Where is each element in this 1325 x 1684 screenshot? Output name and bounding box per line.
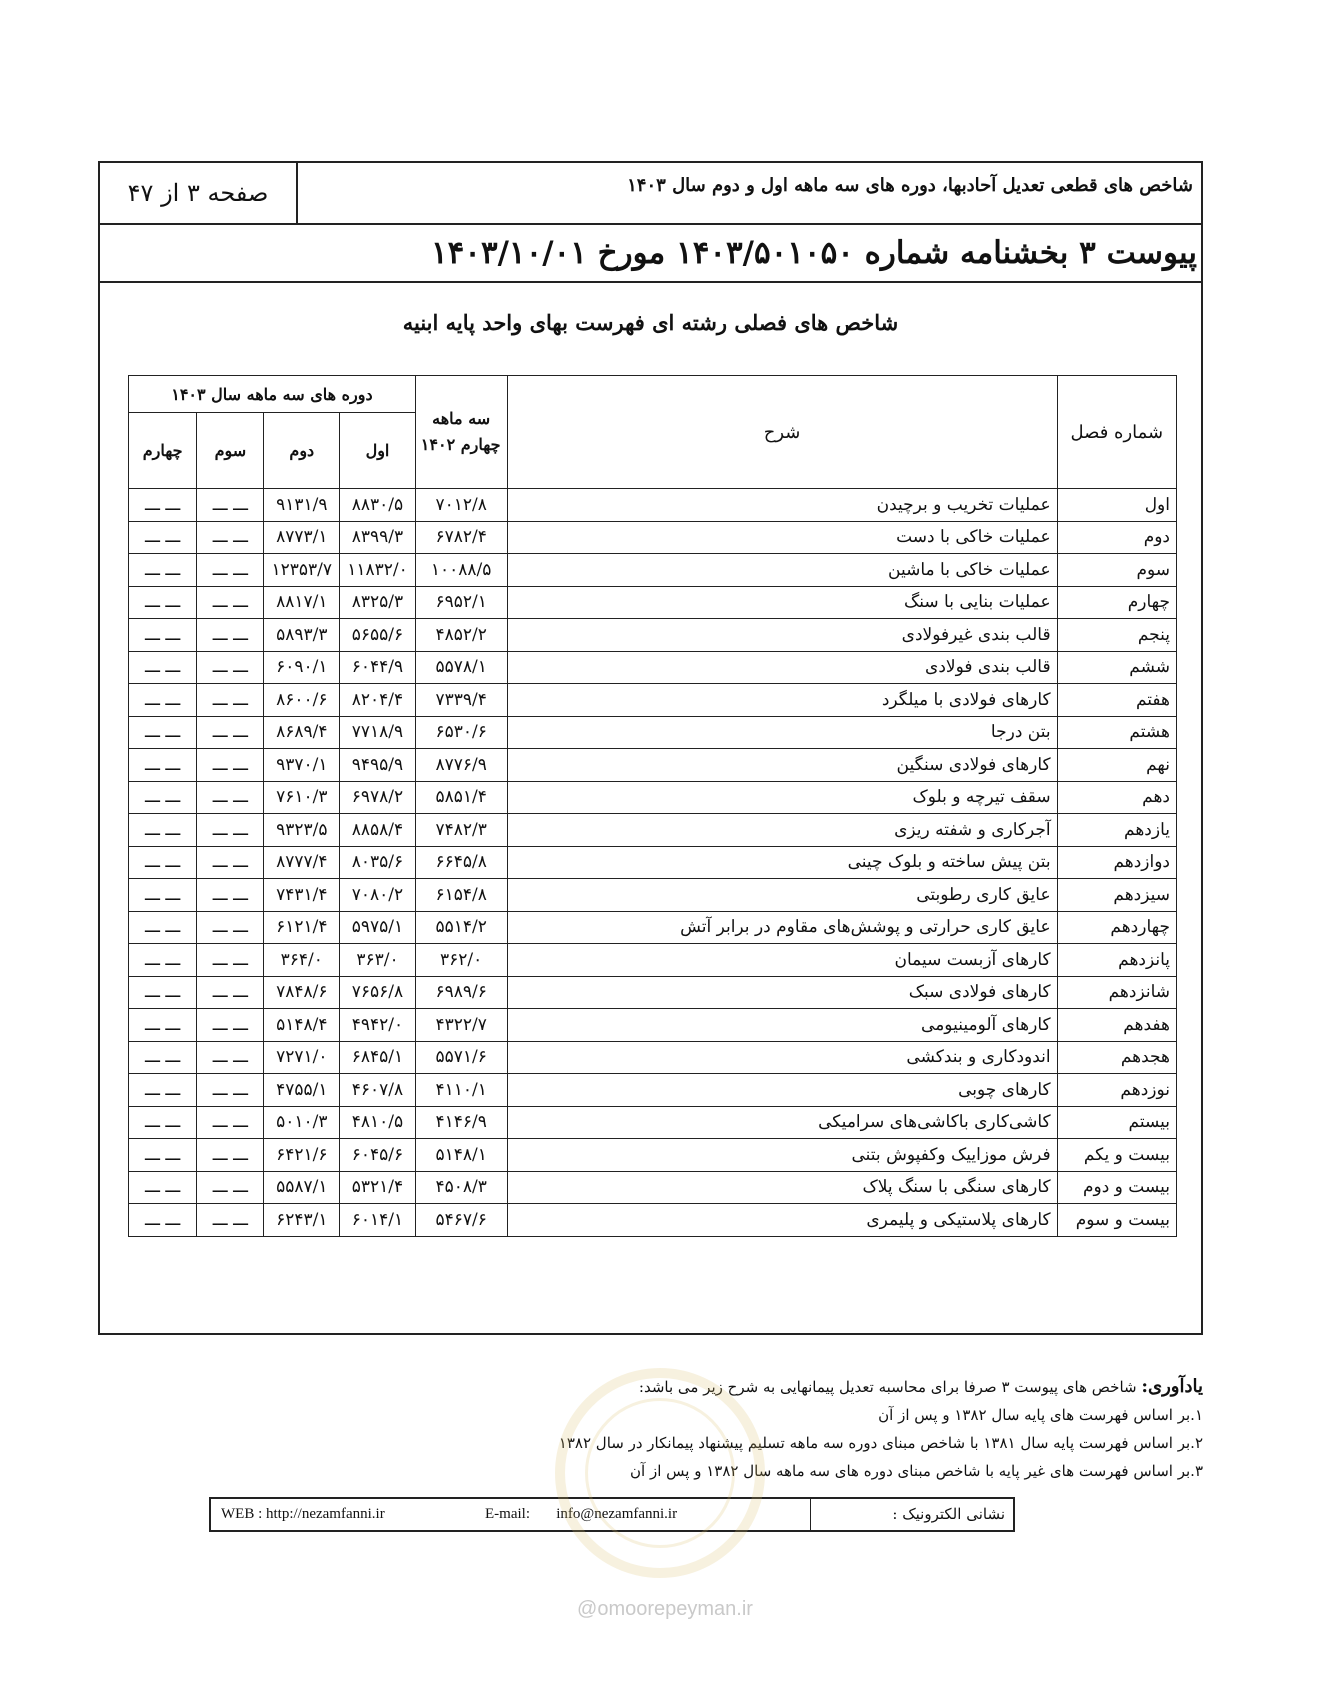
cell-q3-1403: ـــ ـــ: [197, 781, 264, 814]
table-row: [129, 911, 1177, 944]
cell-q1-1403: ۸۳۹۹/۳: [340, 521, 416, 554]
cell-q4-1403: ـــ ـــ: [129, 781, 197, 814]
table-row: [129, 1139, 1177, 1172]
cell-q2-1403: ۵۱۴۸/۴: [264, 1009, 340, 1042]
cell-q4-1402: ۵۵۱۴/۲: [415, 911, 507, 944]
cell-description: کارهای پلاستیکی و پلیمری: [507, 1204, 1057, 1237]
cell-description: سقف تیرچه و بلوک: [507, 781, 1057, 814]
cell-q1-1403: ۸۸۵۸/۴: [340, 814, 416, 847]
cell-chapter: هجدهم: [1057, 1041, 1176, 1074]
table-row: [129, 944, 1177, 977]
document-frame: [98, 161, 1203, 1335]
index-table: [128, 375, 1177, 1237]
cell-q1-1403: ۴۶۰۷/۸: [340, 1074, 416, 1107]
cell-q2-1403: ۸۶۰۰/۶: [264, 684, 340, 717]
cell-q1-1403: ۶۹۷۸/۲: [340, 781, 416, 814]
cell-q3-1403: ـــ ـــ: [197, 554, 264, 587]
email-link[interactable]: [485, 1499, 677, 1530]
cell-q3-1403: ـــ ـــ: [197, 1139, 264, 1172]
table-row: [129, 781, 1177, 814]
cell-q4-1402: ۴۱۱۰/۱: [415, 1074, 507, 1107]
cell-q2-1403: ۵۰۱۰/۳: [264, 1106, 340, 1139]
header-q1-1403: اول: [340, 413, 416, 489]
cell-q1-1403: ۶۰۴۴/۹: [340, 651, 416, 684]
table-row: [129, 586, 1177, 619]
table-row: [129, 1204, 1177, 1237]
cell-q4-1403: ـــ ـــ: [129, 1074, 197, 1107]
cell-q4-1402: ۴۱۴۶/۹: [415, 1106, 507, 1139]
cell-chapter: یازدهم: [1057, 814, 1176, 847]
cell-q4-1403: ـــ ـــ: [129, 879, 197, 912]
table-body: [129, 489, 1177, 1237]
cell-chapter: شانزدهم: [1057, 976, 1176, 1009]
cell-q4-1403: ـــ ـــ: [129, 814, 197, 847]
table-row: [129, 521, 1177, 554]
cell-q2-1403: ۷۲۷۱/۰: [264, 1041, 340, 1074]
cell-chapter: اول: [1057, 489, 1176, 522]
cell-q3-1403: ـــ ـــ: [197, 1106, 264, 1139]
cell-q4-1403: ـــ ـــ: [129, 911, 197, 944]
cell-description: قالب بندی غیرفولادی: [507, 619, 1057, 652]
cell-description: کارهای آلومینیومی: [507, 1009, 1057, 1042]
table-row: [129, 846, 1177, 879]
cell-q2-1403: ۹۳۷۰/۱: [264, 749, 340, 782]
table-row: [129, 814, 1177, 847]
cell-description: عملیات خاکی با ماشین: [507, 554, 1057, 587]
cell-q2-1403: ۹۱۳۱/۹: [264, 489, 340, 522]
cell-chapter: بیست و یکم: [1057, 1139, 1176, 1172]
table-row: [129, 684, 1177, 717]
cell-q4-1403: ـــ ـــ: [129, 619, 197, 652]
cell-q2-1403: ۸۷۷۳/۱: [264, 521, 340, 554]
cell-q4-1402: ۸۷۷۶/۹: [415, 749, 507, 782]
table-row: [129, 1074, 1177, 1107]
table-subtitle: شاخص های فصلی رشته ای فهرست بهای واحد پایه ابنیه: [402, 310, 899, 335]
cell-q4-1403: ـــ ـــ: [129, 716, 197, 749]
footnote: [203, 1373, 1203, 1485]
cell-q2-1403: ۴۷۵۵/۱: [264, 1074, 340, 1107]
cell-q1-1403: ۶۰۱۴/۱: [340, 1204, 416, 1237]
cell-chapter: نهم: [1057, 749, 1176, 782]
watermark-text: @omoorepeyman.ir: [577, 1598, 753, 1620]
page-number: صفحه ۳ از ۴۷: [100, 163, 298, 223]
table-row: [129, 749, 1177, 782]
cell-description: کاشی‌کاری باکاشی‌های سرامیکی: [507, 1106, 1057, 1139]
cell-q4-1402: ۴۳۲۲/۷: [415, 1009, 507, 1042]
footnote-item: ۲.بر اساس فهرست پایه سال ۱۳۸۱ با شاخص مبنای دوره سه ماهه تسلیم پیشنهاد پیمانکار در سال ۱۳۸۲: [558, 1434, 1203, 1452]
cell-q4-1403: ـــ ـــ: [129, 1009, 197, 1042]
cell-q1-1403: ۷۶۵۶/۸: [340, 976, 416, 1009]
cell-description: کارهای چوبی: [507, 1074, 1057, 1107]
cell-q3-1403: ـــ ـــ: [197, 716, 264, 749]
contact-label: نشانی الکترونیک :: [810, 1499, 1013, 1530]
table-row: [129, 1041, 1177, 1074]
cell-description: آجرکاری و شفته ریزی: [507, 814, 1057, 847]
table-row: [129, 1171, 1177, 1204]
table-row: [129, 554, 1177, 587]
cell-q1-1403: ۹۴۹۵/۹: [340, 749, 416, 782]
cell-description: عملیات بنایی با سنگ: [507, 586, 1057, 619]
header-q4-1402: [415, 376, 507, 489]
cell-q4-1402: ۱۰۰۸۸/۵: [415, 554, 507, 587]
cell-description: عملیات خاکی با دست: [507, 521, 1057, 554]
cell-chapter: بیستم: [1057, 1106, 1176, 1139]
cell-q4-1402: ۳۶۲/۰: [415, 944, 507, 977]
cell-q4-1403: ـــ ـــ: [129, 749, 197, 782]
cell-q4-1402: ۷۴۸۲/۳: [415, 814, 507, 847]
cell-description: قالب بندی فولادی: [507, 651, 1057, 684]
cell-chapter: سوم: [1057, 554, 1176, 587]
cell-q4-1403: ـــ ـــ: [129, 554, 197, 587]
cell-q3-1403: ـــ ـــ: [197, 489, 264, 522]
cell-description: عایق کاری رطوبتی: [507, 879, 1057, 912]
header-q3-1403: سوم: [197, 413, 264, 489]
header-q4-1402-line1: سه ماهه: [432, 409, 491, 428]
cell-q1-1403: ۷۰۸۰/۲: [340, 879, 416, 912]
cell-chapter: دوم: [1057, 521, 1176, 554]
cell-description: عایق کاری حرارتی و پوشش‌های مقاوم در برابر آتش: [507, 911, 1057, 944]
cell-chapter: بیست و دوم: [1057, 1171, 1176, 1204]
cell-q2-1403: ۹۳۲۳/۵: [264, 814, 340, 847]
cell-chapter: هشتم: [1057, 716, 1176, 749]
cell-q2-1403: ۶۱۲۱/۴: [264, 911, 340, 944]
cell-q4-1402: ۵۵۷۱/۶: [415, 1041, 507, 1074]
header-row: [100, 163, 1201, 225]
cell-q4-1402: ۶۱۵۴/۸: [415, 879, 507, 912]
cell-chapter: بیست و سوم: [1057, 1204, 1176, 1237]
annex-row: [100, 225, 1201, 283]
cell-q3-1403: ـــ ـــ: [197, 749, 264, 782]
table-row: [129, 716, 1177, 749]
cell-q2-1403: ۷۶۱۰/۳: [264, 781, 340, 814]
table-row: [129, 651, 1177, 684]
cell-q2-1403: ۷۸۴۸/۶: [264, 976, 340, 1009]
cell-q4-1402: ۶۵۳۰/۶: [415, 716, 507, 749]
cell-q1-1403: ۱۱۸۳۲/۰: [340, 554, 416, 587]
header-chapter: شماره فصل: [1057, 376, 1176, 489]
cell-q4-1402: ۶۷۸۲/۴: [415, 521, 507, 554]
header-q4-1403: چهارم: [129, 413, 197, 489]
cell-chapter: سیزدهم: [1057, 879, 1176, 912]
cell-q4-1403: ـــ ـــ: [129, 1139, 197, 1172]
cell-q4-1402: ۵۵۷۸/۱: [415, 651, 507, 684]
header-q4-1402-line2: چهارم ۱۴۰۲: [420, 435, 501, 454]
cell-q4-1402: ۶۶۴۵/۸: [415, 846, 507, 879]
web-link[interactable]: WEB : http://nezamfanni.ir: [221, 1506, 385, 1522]
footnote-text: شاخص های پیوست ۳ صرفا برای محاسبه تعدیل پیمانهایی به شرح زیر می باشد:: [638, 1378, 1137, 1396]
cell-q1-1403: ۳۶۳/۰: [340, 944, 416, 977]
cell-q4-1402: ۵۴۶۷/۶: [415, 1204, 507, 1237]
cell-q3-1403: ـــ ـــ: [197, 619, 264, 652]
email-label: E-mail:: [485, 1506, 530, 1522]
cell-q4-1403: ـــ ـــ: [129, 1041, 197, 1074]
cell-q4-1403: ـــ ـــ: [129, 521, 197, 554]
cell-q1-1403: ۵۶۵۵/۶: [340, 619, 416, 652]
cell-description: کارهای فولادی سنگین: [507, 749, 1057, 782]
cell-description: بتن پیش ساخته و بلوک چینی: [507, 846, 1057, 879]
cell-q3-1403: ـــ ـــ: [197, 586, 264, 619]
email-address: info@nezamfanni.ir: [556, 1506, 678, 1522]
header-description: شرح: [507, 376, 1057, 489]
cell-q3-1403: ـــ ـــ: [197, 911, 264, 944]
cell-chapter: چهارم: [1057, 586, 1176, 619]
cell-q3-1403: ـــ ـــ: [197, 976, 264, 1009]
header-q2-1403: دوم: [264, 413, 340, 489]
cell-description: کارهای آزبست سیمان: [507, 944, 1057, 977]
table-row: [129, 976, 1177, 1009]
cell-q2-1403: ۷۴۳۱/۴: [264, 879, 340, 912]
cell-q2-1403: ۸۶۸۹/۴: [264, 716, 340, 749]
table-row: [129, 1009, 1177, 1042]
table-row: [129, 489, 1177, 522]
cell-q2-1403: ۶۴۲۱/۶: [264, 1139, 340, 1172]
cell-q2-1403: ۳۶۴/۰: [264, 944, 340, 977]
cell-q1-1403: ۴۹۴۲/۰: [340, 1009, 416, 1042]
cell-q4-1402: ۷۰۱۲/۸: [415, 489, 507, 522]
cell-q4-1402: ۴۵۰۸/۳: [415, 1171, 507, 1204]
cell-q2-1403: ۵۵۸۷/۱: [264, 1171, 340, 1204]
cell-chapter: هفدهم: [1057, 1009, 1176, 1042]
cell-q3-1403: ـــ ـــ: [197, 846, 264, 879]
cell-chapter: نوزدهم: [1057, 1074, 1176, 1107]
cell-q2-1403: ۸۷۷۷/۴: [264, 846, 340, 879]
cell-q3-1403: ـــ ـــ: [197, 651, 264, 684]
cell-q3-1403: ـــ ـــ: [197, 1171, 264, 1204]
document-title: شاخص های قطعی تعدیل آحادبها، دوره های سه ماهه اول و دوم سال ۱۴۰۳: [627, 175, 1193, 196]
cell-q4-1403: ـــ ـــ: [129, 846, 197, 879]
cell-q4-1402: ۵۱۴۸/۱: [415, 1139, 507, 1172]
cell-chapter: ششم: [1057, 651, 1176, 684]
cell-q3-1403: ـــ ـــ: [197, 944, 264, 977]
contact-box: [209, 1497, 1015, 1532]
table-row: [129, 1106, 1177, 1139]
cell-q1-1403: ۵۳۲۱/۴: [340, 1171, 416, 1204]
cell-q4-1402: ۵۸۵۱/۴: [415, 781, 507, 814]
cell-description: کارهای فولادی با میلگرد: [507, 684, 1057, 717]
cell-q1-1403: ۷۷۱۸/۹: [340, 716, 416, 749]
cell-q4-1403: ـــ ـــ: [129, 586, 197, 619]
annex-title: پیوست ۳ بخشنامه شماره ۱۴۰۳/۵۰۱۰۵۰ مورخ ۱۴۰۳/۱۰/۰۱: [431, 235, 1197, 271]
cell-q4-1403: ـــ ـــ: [129, 651, 197, 684]
cell-q4-1402: ۴۸۵۲/۲: [415, 619, 507, 652]
cell-q4-1402: ۷۳۳۹/۴: [415, 684, 507, 717]
table-row: [129, 879, 1177, 912]
cell-q2-1403: ۵۸۹۳/۳: [264, 619, 340, 652]
cell-q1-1403: ۵۹۷۵/۱: [340, 911, 416, 944]
cell-q1-1403: ۸۲۰۴/۴: [340, 684, 416, 717]
cell-q2-1403: ۶۲۴۳/۱: [264, 1204, 340, 1237]
cell-q4-1402: ۶۹۵۲/۱: [415, 586, 507, 619]
cell-q3-1403: ـــ ـــ: [197, 1074, 264, 1107]
header-1403-group: دوره های سه ماهه سال ۱۴۰۳: [129, 376, 416, 413]
cell-q1-1403: ۶۰۴۵/۶: [340, 1139, 416, 1172]
cell-q1-1403: ۸۳۲۵/۳: [340, 586, 416, 619]
cell-q4-1403: ـــ ـــ: [129, 1204, 197, 1237]
cell-q2-1403: ۶۰۹۰/۱: [264, 651, 340, 684]
cell-q3-1403: ـــ ـــ: [197, 1041, 264, 1074]
cell-q2-1403: ۸۸۱۷/۱: [264, 586, 340, 619]
cell-chapter: هفتم: [1057, 684, 1176, 717]
cell-chapter: دهم: [1057, 781, 1176, 814]
cell-chapter: دوازدهم: [1057, 846, 1176, 879]
cell-q3-1403: ـــ ـــ: [197, 684, 264, 717]
footnote-item: ۳.بر اساس فهرست های غیر پایه با شاخص مبنای دوره های سه ماهه سال ۱۳۸۲ و پس از آن: [630, 1462, 1203, 1480]
cell-q4-1403: ـــ ـــ: [129, 944, 197, 977]
cell-chapter: پانزدهم: [1057, 944, 1176, 977]
cell-chapter: پنجم: [1057, 619, 1176, 652]
cell-q3-1403: ـــ ـــ: [197, 521, 264, 554]
cell-q4-1403: ـــ ـــ: [129, 976, 197, 1009]
table-row: [129, 619, 1177, 652]
cell-description: بتن درجا: [507, 716, 1057, 749]
cell-q4-1403: ـــ ـــ: [129, 1106, 197, 1139]
cell-q3-1403: ـــ ـــ: [197, 814, 264, 847]
cell-q1-1403: ۴۸۱۰/۵: [340, 1106, 416, 1139]
cell-q1-1403: ۸۸۳۰/۵: [340, 489, 416, 522]
cell-q1-1403: ۶۸۴۵/۱: [340, 1041, 416, 1074]
cell-description: عملیات تخریب و برچیدن: [507, 489, 1057, 522]
cell-q4-1403: ـــ ـــ: [129, 489, 197, 522]
cell-q4-1403: ـــ ـــ: [129, 684, 197, 717]
cell-q2-1403: ۱۲۳۵۳/۷: [264, 554, 340, 587]
cell-chapter: چهاردهم: [1057, 911, 1176, 944]
cell-q1-1403: ۸۰۳۵/۶: [340, 846, 416, 879]
footnote-label: یادآوری:: [1141, 1376, 1203, 1397]
cell-description: کارهای سنگی با سنگ پلاک: [507, 1171, 1057, 1204]
cell-q3-1403: ـــ ـــ: [197, 879, 264, 912]
footnote-item: ۱.بر اساس فهرست های پایه سال ۱۳۸۲ و پس از آن: [878, 1406, 1203, 1424]
cell-q3-1403: ـــ ـــ: [197, 1204, 264, 1237]
cell-description: اندودکاری و بندکشی: [507, 1041, 1057, 1074]
footnote-intro: [203, 1373, 1203, 1401]
cell-description: فرش موزاییک وکفپوش بتنی: [507, 1139, 1057, 1172]
cell-q4-1403: ـــ ـــ: [129, 1171, 197, 1204]
cell-q3-1403: ـــ ـــ: [197, 1009, 264, 1042]
cell-q4-1402: ۶۹۸۹/۶: [415, 976, 507, 1009]
cell-description: کارهای فولادی سبک: [507, 976, 1057, 1009]
